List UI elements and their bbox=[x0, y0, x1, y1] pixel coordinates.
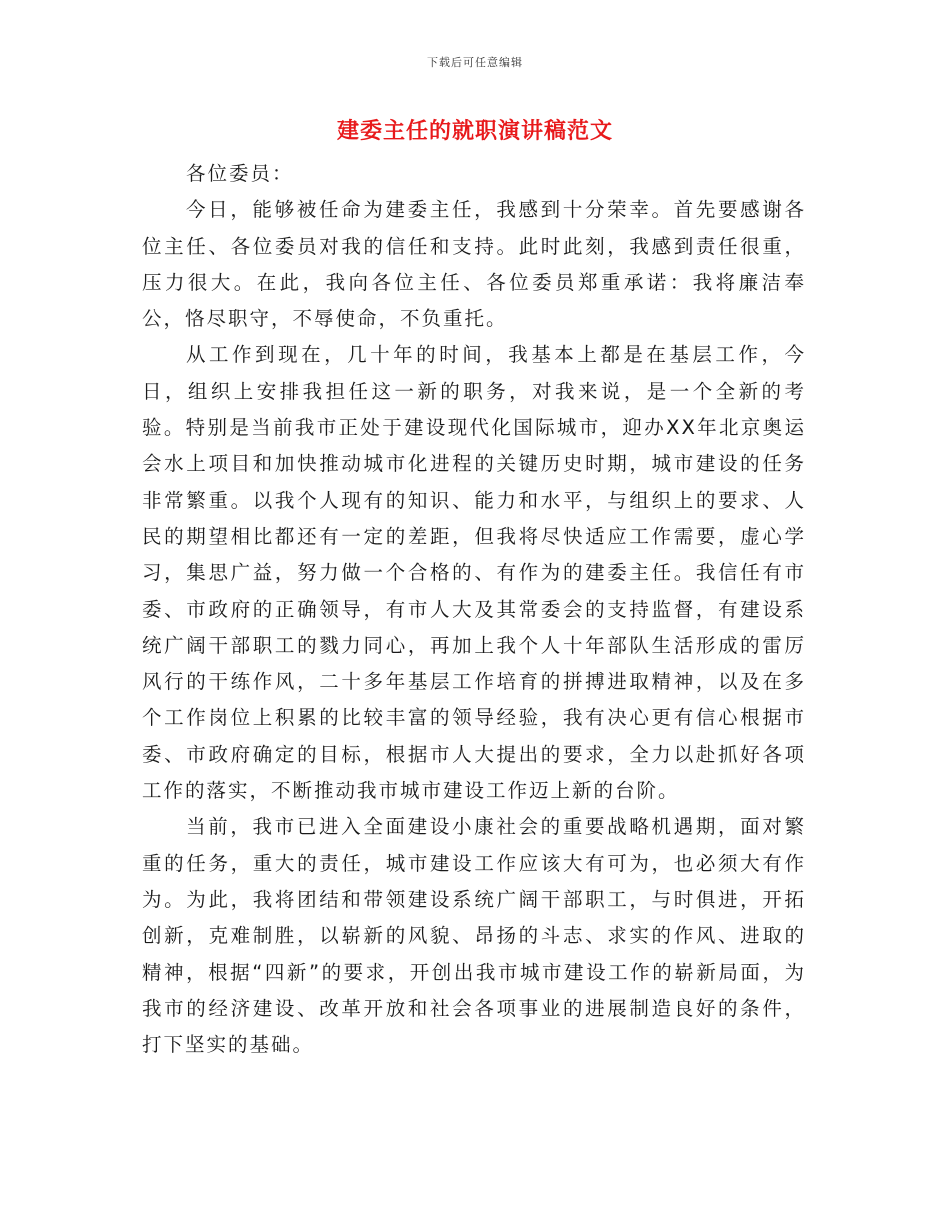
salutation: 各位委员： bbox=[186, 162, 294, 185]
document-title: 建委主任的就职演讲稿范文 bbox=[336, 118, 613, 144]
paragraph-1: 今日，能够被任命为建委主任，我感到十分荣幸。首先要感谢各位主任、各位委员对我的信任和支持。此时此刻，我感到责任很重，压力很大。在此，我向各位主任、各位委员郑重承诺：我将廉洁奉公，恪尽职守，不辱使命，不负重托。 bbox=[142, 198, 806, 331]
paragraph-3: 当前，我市已进入全面建设小康社会的重要战略机遇期，面对繁重的任务，重大的责任，城市建设工作应该大有可为，也必须大有作为。为此，我将团结和带领建设系统广阔干部职工，与时俱进，开拓创新，克难制胜，以崭新的风貌、昂扬的斗志、求实的作风、进取的精神，根据“四新”的要求，开创出我市城市建设工作的崭新局面，为我市的经济建设、改革开放和社会各项事业的进展制造良好的条件，打下坚实的基础。 bbox=[142, 815, 806, 1057]
paragraph-2: 从工作到现在，几十年的时间，我基本上都是在基层工作，今日，组织上安排我担任这一新的职务，对我来说，是一个全新的考验。特别是当前我市正处于建设现代化国际城市，迎办XX年北京奥运会水上项目和加快推动城市化进程的关键历史时期，城市建设的任务非常繁重。以我个人现有的知识、能力和水平，与组织上的要求、人民的期望相比都还有一定的差距，但我将尽快适应工作需要，虚心学习，集思广益，努力做一个合格的、有作为的建委主任。我信任有市委、市政府的正确领导，有市人大及其常委会的支持监督，有建设系统广阔干部职工的戮力同心，再加上我个人十年部队生活形成的雷厉风行的干练作风，二十多年基层工作培育的拼搏进取精神，以及在多个工作岗位上积累的比较丰富的领导经验，我有决心更有信心根据市委、市政府确定的目标，根据市人大提出的要求，全力以赴抓好各项工作的落实，不断推动我市城市建设工作迈上新的台阶。 bbox=[142, 343, 806, 803]
header-note: 下载后可任意编辑 bbox=[427, 56, 523, 69]
document-body bbox=[142, 156, 806, 1063]
